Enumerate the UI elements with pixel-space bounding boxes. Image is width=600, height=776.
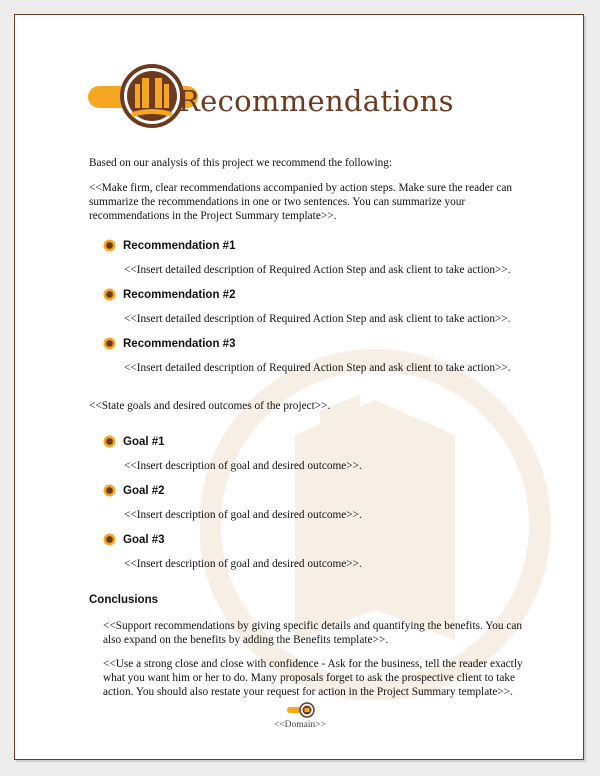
goal-description: <<Insert description of goal and desired outcome>>. xyxy=(124,509,362,521)
bullet-icon xyxy=(103,435,116,448)
goal-title: Goal #2 xyxy=(123,484,165,497)
recommendation-item xyxy=(103,337,235,350)
intro-instruction-line: summarize the recommendations in one or two sentences. You can summarize your xyxy=(89,196,466,208)
intro-lead: Based on our analysis of this project we recommend the following: xyxy=(89,157,393,169)
bullet-icon xyxy=(103,239,116,252)
goal-title: Goal #3 xyxy=(123,533,165,546)
intro-instruction-line: <<Make firm, clear recommendations accompanied by action steps. Make sure the reader can xyxy=(89,182,513,194)
conclusions-paragraph-line: <<Support recommendations by giving specific details and quantifying the benefits. You can xyxy=(103,620,523,632)
recommendation-item xyxy=(103,288,235,301)
recommendation-description: <<Insert detailed description of Required Action Step and ask client to take action>>. xyxy=(124,313,511,325)
bullet-icon xyxy=(103,288,116,301)
footer-domain: <<Domain>> xyxy=(273,720,327,730)
page-title: Recommendations xyxy=(178,84,454,118)
goal-item xyxy=(103,533,165,546)
goal-title: Goal #1 xyxy=(123,435,165,448)
goal-item xyxy=(103,484,165,497)
intro-instruction-line: recommendations in the Project Summary template>>. xyxy=(89,210,337,222)
goals-intro: <<State goals and desired outcomes of the project>>. xyxy=(89,400,331,412)
footer-logo-icon xyxy=(286,702,316,718)
goal-description: <<Insert description of goal and desired outcome>>. xyxy=(124,558,362,570)
bullet-icon xyxy=(103,337,116,350)
recommendation-title: Recommendation #1 xyxy=(123,239,236,252)
conclusions-heading: Conclusions xyxy=(89,594,159,606)
conclusions-paragraph-line: also expand on the benefits by adding the Benefits template>>. xyxy=(103,634,389,646)
conclusions-paragraph-line: action. You should also restate your request for action in the Project Summary template>>. xyxy=(103,686,513,698)
recommendation-title: Recommendation #3 xyxy=(123,337,236,350)
goal-description: <<Insert description of goal and desired outcome>>. xyxy=(124,460,362,472)
bullet-icon xyxy=(103,484,116,497)
goal-item xyxy=(103,435,165,448)
recommendation-title: Recommendation #2 xyxy=(123,288,236,301)
conclusions-paragraph-line: <<Use a strong close and close with confidence - Ask for the business, tell the reader exactly xyxy=(103,658,523,670)
recommendation-description: <<Insert detailed description of Required Action Step and ask client to take action>>. xyxy=(124,362,511,374)
recommendation-item xyxy=(103,239,235,252)
recommendation-description: <<Insert detailed description of Required Action Step and ask client to take action>>. xyxy=(124,264,511,276)
conclusions-paragraph-line: what you want him or her to do. Many proposals forget to ask the prospective client to take xyxy=(103,672,516,684)
bullet-icon xyxy=(103,533,116,546)
